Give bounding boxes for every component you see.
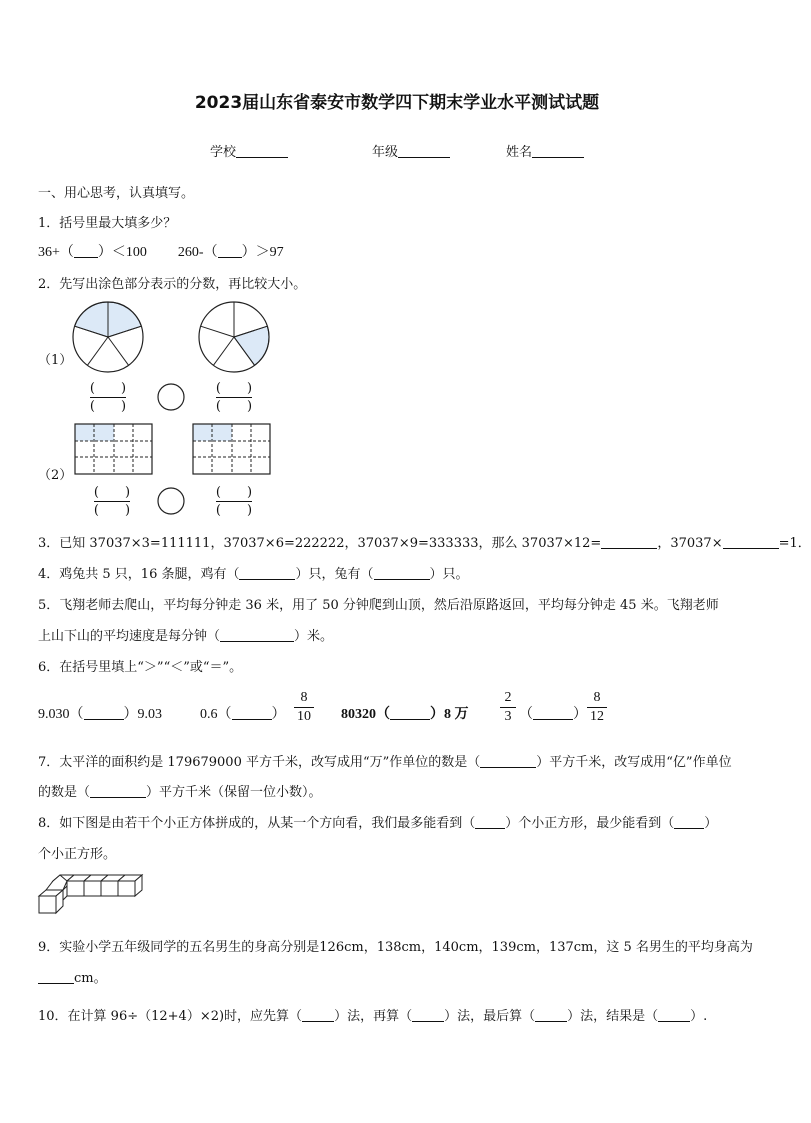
q8-blank-2[interactable] xyxy=(674,814,704,829)
q6-blank-2[interactable] xyxy=(232,705,272,720)
q6-item-4: （ ） xyxy=(519,707,587,722)
q10-blank-2[interactable] xyxy=(412,1007,444,1022)
fraction-blank-4[interactable]: ( ) ( ) xyxy=(215,485,253,518)
rect-figure-2 xyxy=(193,424,270,474)
compare-circle-1[interactable] xyxy=(158,384,184,410)
q4-text: 4．鸡兔共 5 只，16 条腿，鸡有（ ）只，兔有（ ）只。 xyxy=(38,567,469,582)
q1-expressions: 36+（ ）＜100 260-（ ）＞97 xyxy=(38,245,284,260)
q1-text: 1．括号里最大填多少？ xyxy=(38,216,177,231)
q3-blank-2[interactable] xyxy=(723,534,779,549)
fraction-blank-3[interactable]: ( ) ( ) xyxy=(93,485,131,518)
q2-text: 2．先写出涂色部分表示的分数，再比较大小。 xyxy=(38,277,307,292)
q10-blank-4[interactable] xyxy=(658,1007,690,1022)
q7-blank-1[interactable] xyxy=(480,753,536,768)
rect-figure-1 xyxy=(75,424,152,474)
q3-blank-1[interactable] xyxy=(601,534,657,549)
q6-item-1: 9.030（ ）9.03 xyxy=(38,707,162,722)
fraction-2-3: 2 3 xyxy=(500,690,516,725)
q10-blank-3[interactable] xyxy=(535,1007,567,1022)
fraction-blank-1[interactable]: ( ) ( ) xyxy=(89,381,127,414)
q4-blank-1[interactable] xyxy=(239,565,295,580)
section-heading: 一、用心思考，认真填写。 xyxy=(38,186,195,201)
q9-line-2: cm。 xyxy=(38,967,107,986)
q2-figures xyxy=(0,0,794,560)
circle-figure-2 xyxy=(199,302,269,372)
q8-line-2: 个小正方形。 xyxy=(38,847,117,862)
q4-blank-2[interactable] xyxy=(374,565,430,580)
q7-line-2: 的数是（ ）平方千米（保留一位小数）。 xyxy=(38,785,322,800)
fraction-8-12: 8 12 xyxy=(587,690,607,725)
q7-blank-2[interactable] xyxy=(90,783,146,798)
q5-line-2: 上山下山的平均速度是每分钟（ ）米。 xyxy=(38,629,334,644)
grade-field: 年级 xyxy=(372,141,450,160)
name-field: 姓名 xyxy=(506,141,584,160)
q6-item-2: 0.6（ ） xyxy=(200,707,286,722)
page-title: 2023届山东省泰安市数学四下期末学业水平测试试题 xyxy=(194,93,600,113)
school-field: 学校 xyxy=(210,141,288,160)
q6-blank-4[interactable] xyxy=(533,705,573,720)
q2-label-1: （1） xyxy=(38,353,73,368)
q5-line-1: 5．飞翔老师去爬山，平均每分钟走 36 米，用了 50 分钟爬到山顶，然后沿原路返回，平均每分钟走 45 米。飞翔老师 xyxy=(38,598,719,613)
compare-circle-2[interactable] xyxy=(158,488,184,514)
cube-figure xyxy=(36,872,144,918)
q6-text: 6．在括号里填上“＞”“＜”或“＝”。 xyxy=(38,660,243,675)
q9-line-1: 9．实验小学五年级同学的五名男生的身高分别是126cm，138cm，140cm，139cm，137cm，这 5 名男生的平均身高为 xyxy=(38,940,753,955)
q3-text: 3．已知 37037×3=111111，37037×6=222222，37037×9=333333，那么 37037×12= ，37037× =1． xyxy=(38,536,811,551)
q6-blank-3[interactable] xyxy=(390,705,430,720)
circle-figure-1 xyxy=(73,302,143,372)
q9-blank[interactable] xyxy=(38,969,74,984)
q6-blank-1[interactable] xyxy=(84,705,124,720)
q6-item-3: 80320（ ）8 万 xyxy=(341,707,469,722)
q2-label-2: （2） xyxy=(38,468,73,483)
q5-blank[interactable] xyxy=(220,627,294,642)
fraction-8-10: 8 10 xyxy=(294,690,314,725)
q7-line-1: 7．太平洋的面积约是 179679000 平方千米，改写成用“万”作单位的数是（ ）平方千米，改写成用“亿”作单位 xyxy=(38,755,732,770)
q10-text: 10．在计算 96÷（12+4）×2)时，应先算（ ）法，再算（ ）法，最后算（ ）法，结果是（ ）. xyxy=(38,1009,708,1024)
q8-blank-1[interactable] xyxy=(475,814,505,829)
q10-blank-1[interactable] xyxy=(302,1007,334,1022)
q8-line-1: 8．如下图是由若干个小正方体拼成的，从某一个方向看，我们最多能看到（ ）个小正方形，最少能看到（ ） xyxy=(38,816,718,831)
fraction-blank-2[interactable]: ( ) ( ) xyxy=(215,381,253,414)
